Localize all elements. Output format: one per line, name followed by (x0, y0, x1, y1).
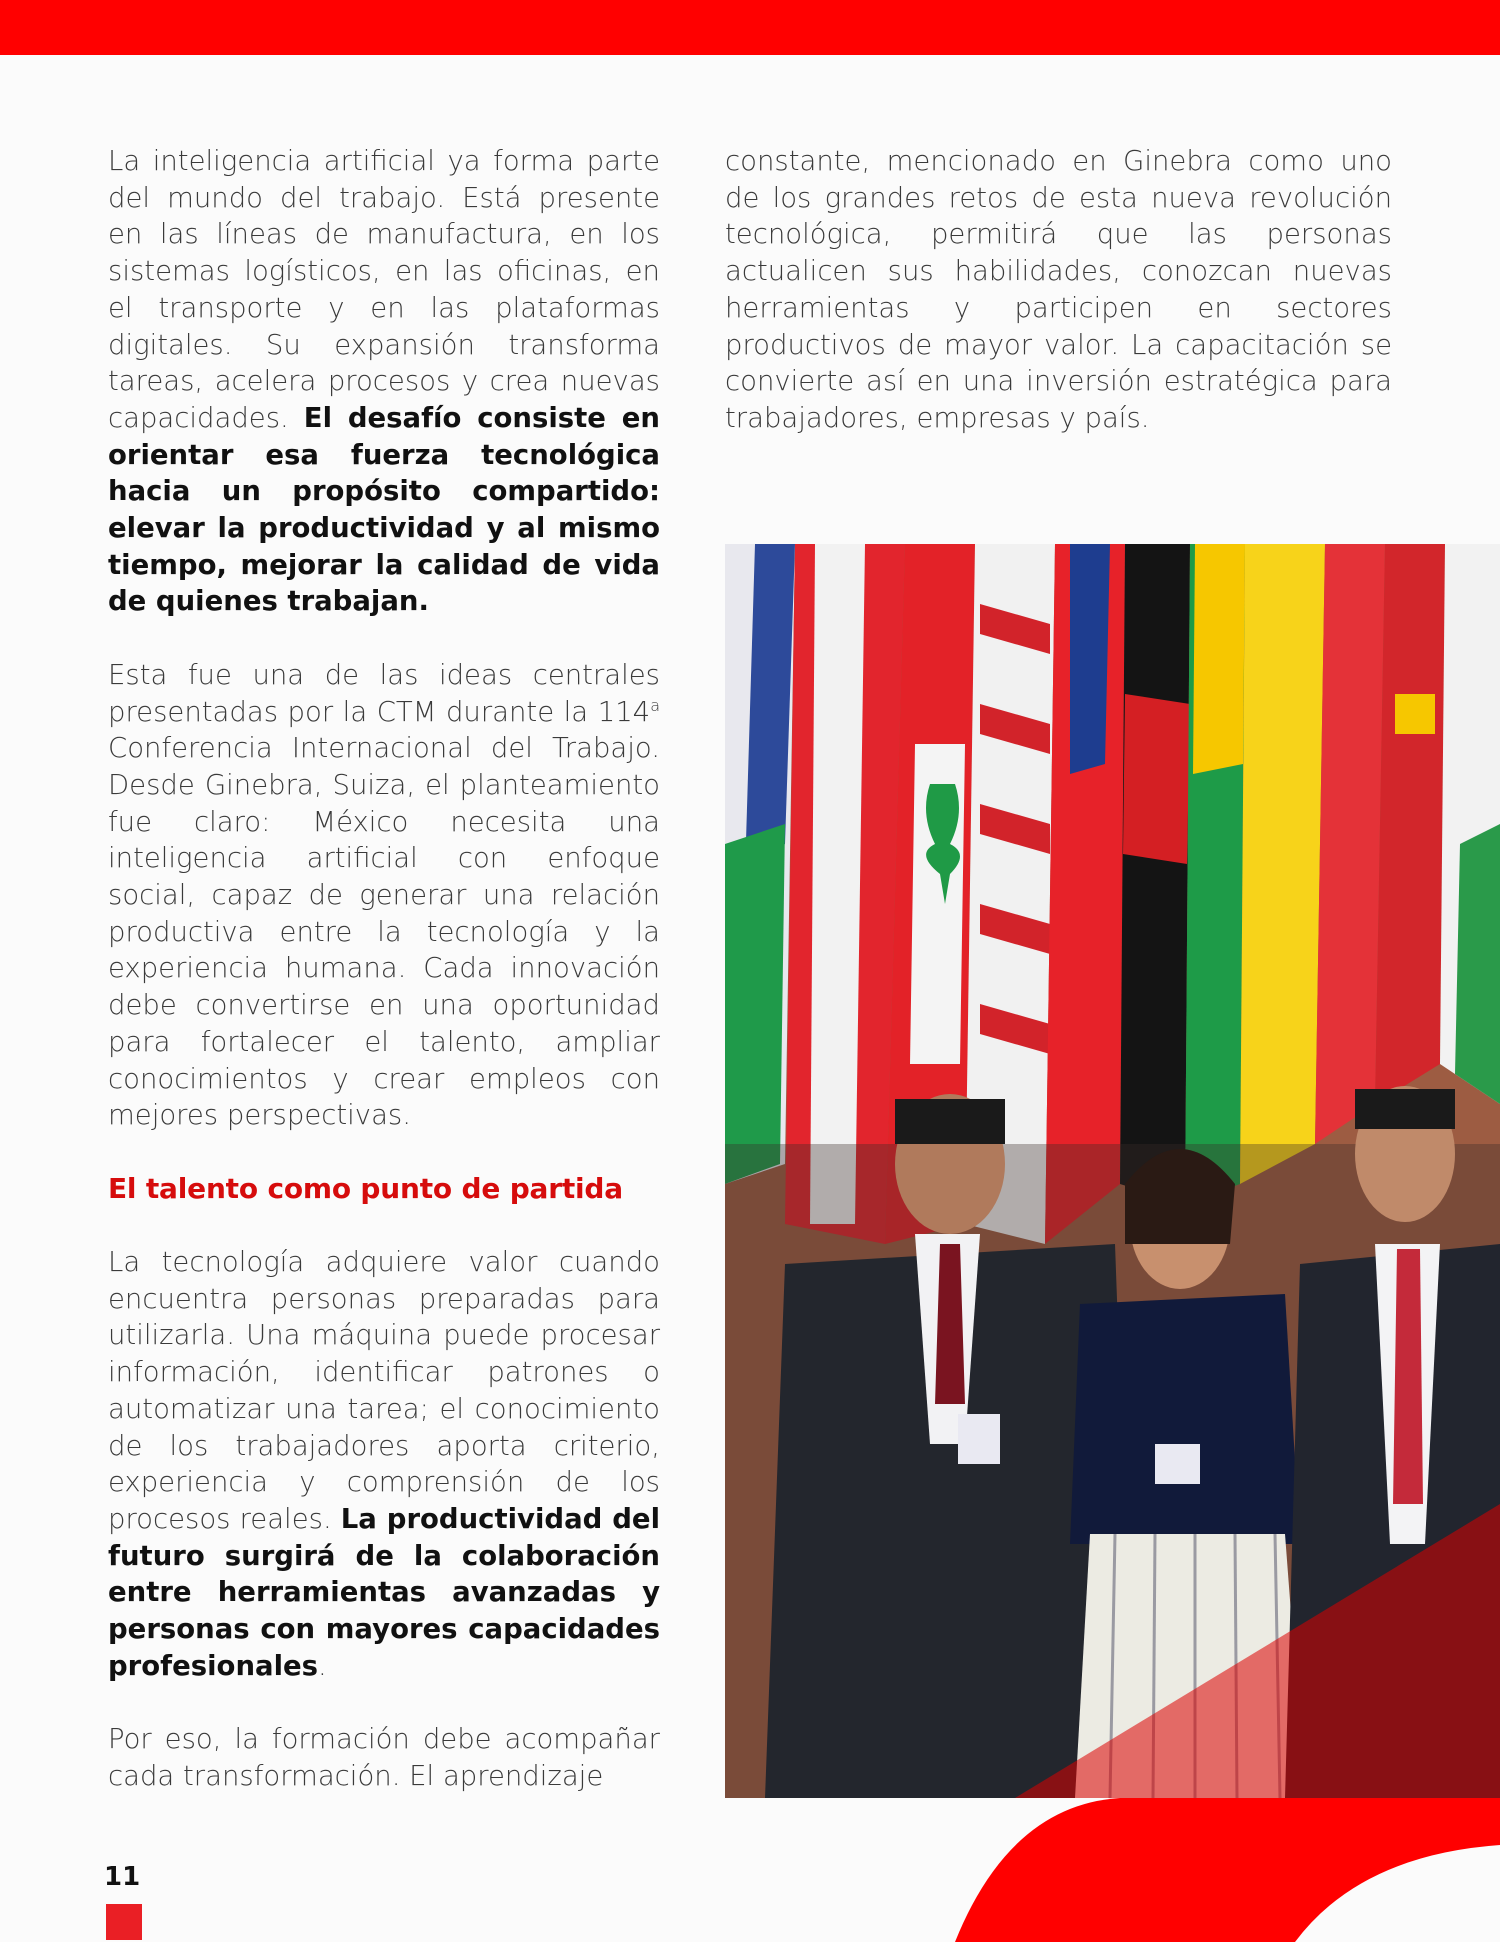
paragraph-talent-text: La tecnología adquiere valor cuando encuentra personas preparadas para utilizarla. Una máquina puede procesar información, identificar patrones o automatizar una tarea; el conocimiento de los trabajadores aporta criterio, experiencia y comprensión de los procesos reales. (108, 1246, 660, 1535)
paragraph-training: Por eso, la formación debe acompañar cada transformación. El aprendizaje (108, 1723, 660, 1792)
paragraph-intro-bold: El desafío consiste en orientar esa fuerza tecnológica hacia un propósito compartido: elevar la productividad y al mismo tiempo, mejorar la calidad de vida de quienes trabajan. (108, 401, 660, 618)
paragraph-talent-end: . (318, 1649, 327, 1682)
right-column (725, 143, 1392, 473)
paragraph-conference-text-b: Conferencia Internacional del Trabajo. Desde Ginebra, Suiza, el planteamiento fue claro: México necesita una inteligencia artificial con enfoque social, capaz de generar una relación productiva entre la tecnología y la experiencia humana. Cada innovación debe convertirse en una oportunidad para fortalecer el talento, ampliar conocimientos y crear empleos con mejores perspectivas. (108, 732, 660, 1132)
page-number: 11 (104, 1862, 141, 1892)
paragraph-intro (108, 143, 660, 620)
page-number-marker (106, 1904, 142, 1940)
corner-white-arc (1295, 1845, 1500, 1942)
left-column (108, 143, 660, 1831)
paragraph-conference (108, 657, 660, 1134)
top-accent-bar (0, 0, 1500, 55)
paragraph-continuation: constante, mencionado en Ginebra como uno de los grandes retos de esta nueva revolución tecnológica, permitirá que las personas actualicen sus habilidades, conozcan nuevas herramientas y participen en sectores productivos de mayor valor. La capacitación se convierte así en una inversión estratégica para trabajadores, empresas y país. (725, 145, 1392, 434)
section-heading: El talento como punto de partida (108, 1171, 623, 1205)
paragraph-talent-bold: La productividad del futuro surgirá de la colaboración entre herramientas avanzadas y personas con mayores capacidades profesionales (108, 1502, 660, 1682)
paragraph-talent (108, 1244, 660, 1684)
ordinal-superscript: a (650, 695, 660, 715)
paragraph-conference-text-a: Esta fue una de las ideas centrales presentadas por la CTM durante la 114 (108, 658, 660, 728)
conference-photo (725, 544, 1500, 1798)
paragraph-intro-text: La inteligencia artificial ya forma parte del mundo del trabajo. Está presente en las líneas de manufactura, en los sistemas logísticos, en las oficinas, en el transporte y en las plataformas digitales. Su expansión transforma tareas, acelera procesos y crea nuevas capacidades. (108, 145, 660, 434)
corner-red-arc (955, 1798, 1500, 1942)
conference-photo-illustration (725, 544, 1500, 1798)
